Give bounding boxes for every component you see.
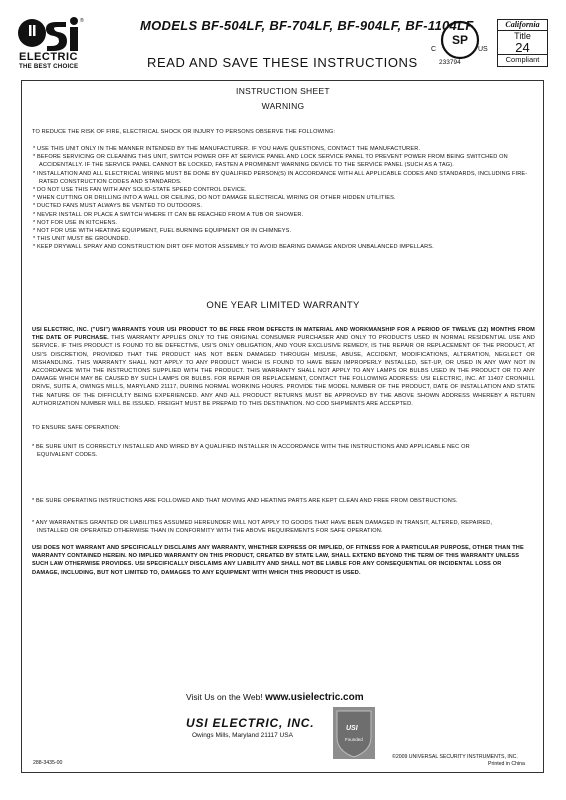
warning-item: * USE THIS UNIT ONLY IN THE MANNER INTENDED BY THE MANUFACTURER. IF YOU HAVE QUESTIONS, CONTACT THE MANUFACTURER. (33, 146, 421, 152)
logo-electric-text: ELECTRIC (19, 51, 78, 63)
warning-item: * DO NOT USE THIS FAN WITH ANY SOLID-STATE SPEED CONTROL DEVICE. (33, 187, 247, 194)
warning-intro: TO REDUCE THE RISK OF FIRE, ELECTRICAL SHOCK OR INJURY TO PERSONS OBSERVE THE FOLLOWING: (32, 129, 336, 135)
warning-item: * DUCTED FANS MUST ALWAYS BE VENTED TO OUTDOORS. (33, 203, 203, 210)
ensure-item-text: * ANY WARRANTIES GRANTED OR LIABILITIES ASSUMED HEREUNDER WILL NOT APPLY TO GOODS THAT HAVE BEEN DAMAGED IN TRANSIT, ALTERED, REPAIRED, INSTALLED OR OPERATED OTHERWISE THAN IN CONFORMITY WITH THE ABOVE REQUIREMENTS FOR SAFE OPERATION. (32, 520, 493, 535)
seal-founded: Founded (345, 737, 363, 742)
warning-list (32, 145, 537, 252)
warning-item: * NOT FOR USE WITH HEATING EQUIPMENT, FUEL BURNING EQUIPMENT OR IN CHIMNEYS. (33, 228, 292, 235)
warning-item: * INSTALLATION AND ALL ELECTRICAL WIRING MUST BE DONE BY QUALIFIED PERSON(S) IN ACCORDANCE WITH ALL APPLICABLE CODES AND STANDARDS, INCLUDING FIRE-RATED CONSTRUCTION CODES AND STANDARDS. (33, 170, 528, 185)
ensure-item (32, 497, 502, 505)
disclaimer-paragraph: USI DOES NOT WARRANT AND SPECIFICALLY DISCLAIMS ANY WARRANTY, WHETHER EXPRESS OR IMPLIED, OF FITNESS FOR A PARTICULAR PURPOSE, OTHER THAN THE WARRANTY CONTAINED HEREIN. NO IMPLIED WARRANTY ON THIS PRODUCT, CREATED BY STATE LAW, SHALL EXTEND BEYOND THE TERM OF THIS WARRANTY UNLESS SUCH LAW OTHERWISE PROVIDES. USI SPECIFICALLY DISCLAIMS ANY LIABILITY AND SHALL NOT BE LIABLE FOR ANY CONSEQUENTIAL OR INCIDENTAL LOSS OR DAMAGE, INCLUDING, BUT NOT LIMITED TO, DAMAGES TO ANY EQUIPMENT WITH WHICH THIS PRODUCT IS USED. (32, 545, 524, 576)
ca-title-number: 24 (515, 40, 530, 55)
warning-item: * THIS UNIT MUST BE GROUNDED. (33, 236, 131, 243)
ca-title-label: Title (514, 31, 531, 41)
warranty-lead: USI ELECTRIC, INC. ("USI") WARRANTS YOUR USI PRODUCT TO BE FREE FROM DEFECTS IN MATERIAL AND WORKMANSHIP FOR A PERIOD OF TWELVE (12) MONTHS FROM THE DATE OF PURCHASE. (32, 327, 535, 342)
warning-item: * NOT FOR USE IN KITCHENS. (33, 219, 118, 226)
ensure-item (32, 519, 502, 535)
warning-item: * NEVER INSTALL OR PLACE A SWITCH WHERE IT CAN BE REACHED FROM A TUB OR SHOWER. (33, 211, 304, 218)
visit-prefix: Visit Us on the Web! (186, 692, 266, 702)
ensure-item-text: * BE SURE OPERATING INSTRUCTIONS ARE FOLLOWED AND THAT MOVING AND HEATING PARTS ARE KEPT CLEAN AND FREE FROM OBSTRUCTIONS. (32, 498, 458, 504)
logo-tagline: THE BEST CHOICE (19, 63, 79, 70)
csa-us-label: US (478, 46, 488, 53)
csa-number: 233794 (439, 59, 461, 66)
company-name: USI ELECTRIC, INC. (186, 716, 315, 730)
company-address: Owings Mills, Maryland 21117 USA (192, 732, 293, 739)
models-heading: MODELS BF-504LF, BF-704LF, BF-904LF, BF-1104LF (140, 18, 474, 33)
website-link[interactable]: www.usielectric.com (265, 692, 364, 703)
ca-compliant-label: Compliant (498, 54, 547, 64)
warranty-paragraph (32, 326, 535, 408)
california-title24-badge (497, 19, 548, 67)
seal-brand: USI (346, 725, 358, 732)
warning-item: * WHEN CUTTING OR DRILLING INTO A WALL OR CEILING, DO NOT DAMAGE ELECTRICAL WIRING OR OTHER HIDDEN UTILITIES. (33, 195, 396, 202)
ensure-item (32, 443, 502, 459)
printed-in-text: Printed in China (488, 761, 525, 767)
read-save-heading: READ AND SAVE THESE INSTRUCTIONS (147, 55, 418, 70)
part-number: 288-3435-00 (33, 760, 63, 766)
warranty-title: ONE YEAR LIMITED WARRANTY (206, 300, 360, 311)
ca-state-label: California (498, 20, 547, 31)
warranty-body: THIS WARRANTY APPLIES ONLY TO THE ORIGINAL CONSUMER PURCHASER AND ONLY TO PRODUCTS USED IN NORMAL RESIDENTIAL USE AND SERVICE. IF THIS PRODUCT IS FOUND TO BE DEFECTIVE, USI'S ONLY OBLIGATION, AND YOUR EXCLUSIVE REMEDY, IS THE REPAIR OR REPLACEMENT OF THE PRODUCT, AT USI'S DISCRETION, PROVIDED THAT THE PRODUCT HAS NOT BEEN DAMAGED THROUGH MISUSE, ABUSE, ACCIDENT, MODIFICATIONS, ALTERATION, NEGLECT OR MISHANDLING. THIS WARRANTY SHALL NOT APPLY TO ANY PRODUCT WHICH IS FOUND TO HAVE BEEN IMPROPERLY INSTALLED, SET-UP, OR USED IN ANY WAY NOT IN ACCORDANCE WITH THE INSTRUCTIONS SUPPLIED WITH THE PRODUCT. THIS WARRANTY SHALL NOT APPLY TO ANY LAMPS OR BULBS USED IN THE PRODUCT OR TO ANY DAMAGE WHICH MAY BE CAUSED BY SUCH LAMPS OR BULBS. FOR REPAIR OR REPLACEMENT, CONTACT THE FOLLOWING ADDRESS: USI ELECTRIC, INC. AT 11407 CRONHILL DRIVE, SUITE A, OWINGS MILLS, MARYLAND 21117, DURING NORMAL WORKING HOURS. PROVIDE THE MODEL NUMBER OF THE PRODUCT, DATE OF INSTALLATION AND STATE THE NATURE OF THE DIFFICULTY BEING EXPERIENCED. ANY AND ALL PRODUCT RETURNS MUST BE APPROVED BY THE ABOVE SHOWN ADDRESS WHEREBY A RETURN AUTHORIZATION NUMBER WILL BE ISSUED. FREIGHT MUST BE PREPAID TO THIS DESTINATION. NO COD SHIPMENTS ARE ACCEPTED. (32, 335, 535, 407)
ensure-title: TO ENSURE SAFE OPERATION: (32, 425, 121, 431)
warning-item: * KEEP DRYWALL SPRAY AND CONSTRUCTION DIRT OFF MOTOR ASSEMBLY TO AVOID BEARING DAMAGE AND/OR UNBALANCED IMPELLARS. (33, 244, 434, 251)
warning-item: * BEFORE SERVICING OR CLEANING THIS UNIT, SWITCH POWER OFF AT SERVICE PANEL AND LOCK SERVICE PANEL TO PREVENT POWER FROM BEING SWITCHED ON ACCIDENTALLY. IF THE SERVICE PANEL CANNOT BE LOCKED, FASTEN A PROMINENT WARNING DEVICE TO THE SERVICE PANEL (SUCH AS A TAG). (33, 154, 508, 169)
csa-certification-icon (440, 20, 480, 60)
website-line (186, 692, 364, 703)
instruction-sheet-title: INSTRUCTION SHEET (236, 86, 330, 96)
copyright-text: ©2009 UNIVERSAL SECURITY INSTRUMENTS, INC. (392, 754, 518, 760)
founded-seal-icon (333, 707, 375, 759)
warning-title: WARNING (261, 101, 305, 111)
svg-text:SP: SP (451, 33, 469, 47)
csa-c-label: C (431, 46, 437, 53)
ensure-item-text: * BE SURE UNIT IS CORRECTLY INSTALLED AND WIRED BY A QUALIFIED INSTALLER IN ACCORDANCE WITH THE INSTRUCTIONS AND APPLICABLE NEC OR EQUIVALENT CODES. (32, 444, 470, 459)
usi-logo-mark (18, 16, 90, 52)
svg-text:®: ® (80, 18, 84, 24)
